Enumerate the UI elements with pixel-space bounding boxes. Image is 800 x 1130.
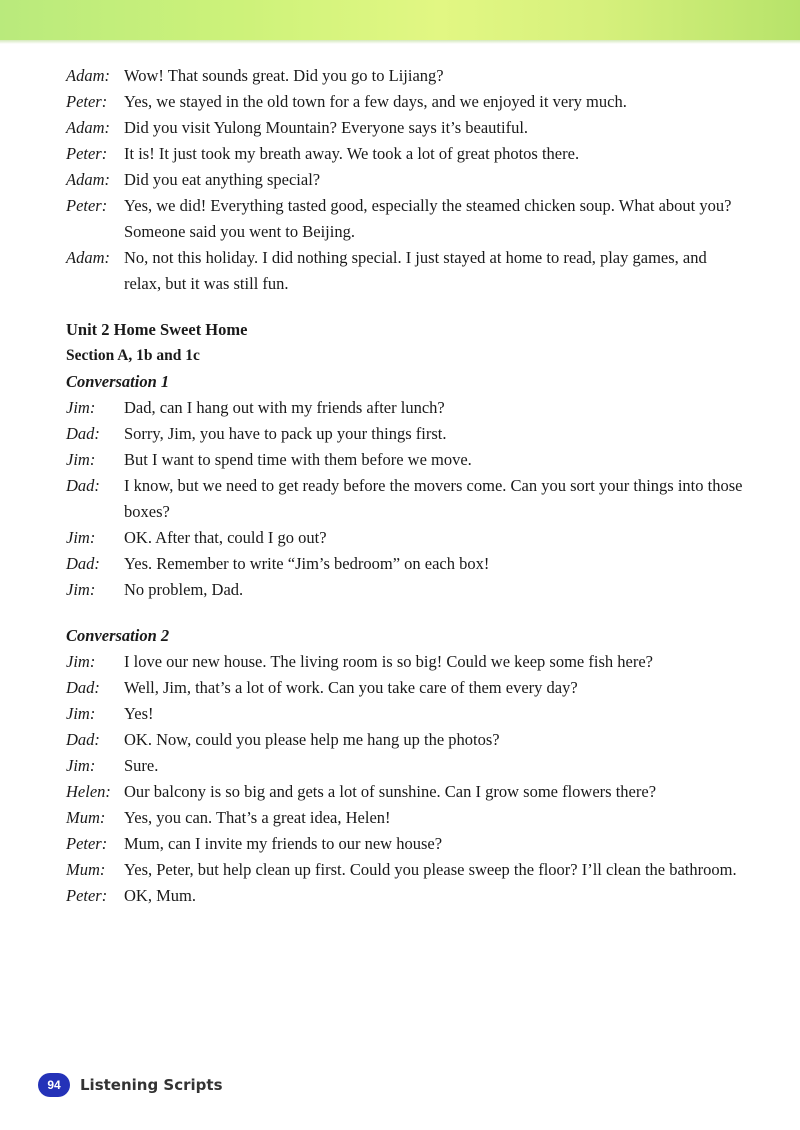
dialogue-line (66, 141, 746, 167)
speaker-name: Peter: (66, 886, 108, 905)
speech-text: I love our new house. The living room is so big! Could we keep some fish here? (124, 652, 653, 671)
unit-title: Unit 2 Home Sweet Home (66, 320, 248, 339)
speech-text: Yes. Remember to write “Jim’s bedroom” on each box! (124, 554, 490, 573)
speech-text: Sure. (124, 756, 159, 775)
speaker-name: Mum: (66, 860, 106, 879)
dialogue-line (66, 753, 746, 779)
speech-text: Did you eat anything special? (124, 170, 321, 189)
speech-text: Yes, we stayed in the old town for a few days, and we enjoyed it very much. (124, 92, 627, 111)
speech-text: No, not this holiday. I did nothing special. I just stayed at home to read, play games, and relax, but it was still fun. (124, 248, 707, 293)
conversation-1-title: Conversation 1 (66, 372, 170, 391)
dialogue-line (66, 727, 746, 753)
speaker-name: Mum: (66, 808, 106, 827)
speech-text: But I want to spend time with them before we move. (124, 450, 472, 469)
speaker-name: Dad: (66, 678, 100, 697)
speaker-name: Dad: (66, 476, 100, 495)
speech-text: I know, but we need to get ready before the movers come. Can you sort your things into those boxes? (124, 476, 743, 521)
dialogue-line (66, 115, 746, 141)
speaker-name: Jim: (66, 652, 96, 671)
speaker-name: Adam: (66, 170, 110, 189)
speech-text: Did you visit Yulong Mountain? Everyone says it’s beautiful. (124, 118, 529, 137)
speech-text: Wow! That sounds great. Did you go to Lijiang? (124, 66, 444, 85)
dialogue-line (66, 63, 746, 89)
page-footer (38, 1073, 223, 1097)
speaker-name: Peter: (66, 92, 108, 111)
speaker-name: Dad: (66, 424, 100, 443)
dialogue-line (66, 421, 746, 447)
dialogue-line (66, 89, 746, 115)
footer-label: Listening Scripts (80, 1076, 223, 1094)
speech-text: Yes! (124, 704, 154, 723)
speech-text: Sorry, Jim, you have to pack up your things first. (124, 424, 447, 443)
dialogue-line (66, 395, 746, 421)
dialogue-line (66, 551, 746, 577)
speech-text: Well, Jim, that’s a lot of work. Can you take care of them every day? (124, 678, 578, 697)
dialogue-line (66, 857, 746, 883)
page-number-badge: 94 (38, 1073, 70, 1097)
dialogue-line (66, 831, 746, 857)
dialogue-line (66, 193, 746, 245)
speaker-name: Jim: (66, 756, 96, 775)
speaker-name: Adam: (66, 248, 110, 267)
dialogue-line (66, 805, 746, 831)
dialogue-line (66, 883, 746, 909)
page-content (66, 63, 746, 909)
speaker-name: Peter: (66, 144, 108, 163)
speech-text: No problem, Dad. (124, 580, 244, 599)
speech-text: Yes, Peter, but help clean up first. Could you please sweep the floor? I’ll clean the bathroom. (124, 860, 737, 879)
dialogue-line (66, 447, 746, 473)
speaker-name: Adam: (66, 66, 110, 85)
speech-text: Mum, can I invite my friends to our new house? (124, 834, 443, 853)
conversation-2-lines (66, 649, 746, 909)
speech-text: Our balcony is so big and gets a lot of sunshine. Can I grow some flowers there? (124, 782, 657, 801)
dialogue-line (66, 473, 746, 525)
speaker-name: Peter: (66, 196, 108, 215)
dialogue-line (66, 649, 746, 675)
speaker-name: Dad: (66, 554, 100, 573)
speech-text: Yes, you can. That’s a great idea, Helen! (124, 808, 391, 827)
speaker-name: Jim: (66, 580, 96, 599)
speech-text: Dad, can I hang out with my friends after lunch? (124, 398, 445, 417)
dialogue-line (66, 701, 746, 727)
speaker-name: Adam: (66, 118, 110, 137)
speech-text: OK, Mum. (124, 886, 196, 905)
dialogue-line (66, 245, 746, 297)
conversation-1-lines (66, 395, 746, 603)
speech-text: OK. Now, could you please help me hang up the photos? (124, 730, 500, 749)
dialogue-line (66, 167, 746, 193)
speech-text: OK. After that, could I go out? (124, 528, 327, 547)
speaker-name: Jim: (66, 528, 96, 547)
speaker-name: Dad: (66, 730, 100, 749)
dialogue-line (66, 675, 746, 701)
dialogue-line (66, 577, 746, 603)
speaker-name: Jim: (66, 450, 96, 469)
dialogue-line (66, 779, 746, 805)
conversation-2-title: Conversation 2 (66, 626, 170, 645)
dialogue-line (66, 525, 746, 551)
speech-text: It is! It just took my breath away. We took a lot of great photos there. (124, 144, 580, 163)
speaker-name: Helen: (66, 782, 111, 801)
section-title: Section A, 1b and 1c (66, 347, 200, 364)
speech-text: Yes, we did! Everything tasted good, especially the steamed chicken soup. What about you? Someone said you went to Beijing. (124, 196, 732, 241)
speaker-name: Jim: (66, 704, 96, 723)
speaker-name: Peter: (66, 834, 108, 853)
speaker-name: Jim: (66, 398, 96, 417)
dialogue-block-1 (66, 63, 746, 297)
top-decorative-band (0, 0, 800, 40)
